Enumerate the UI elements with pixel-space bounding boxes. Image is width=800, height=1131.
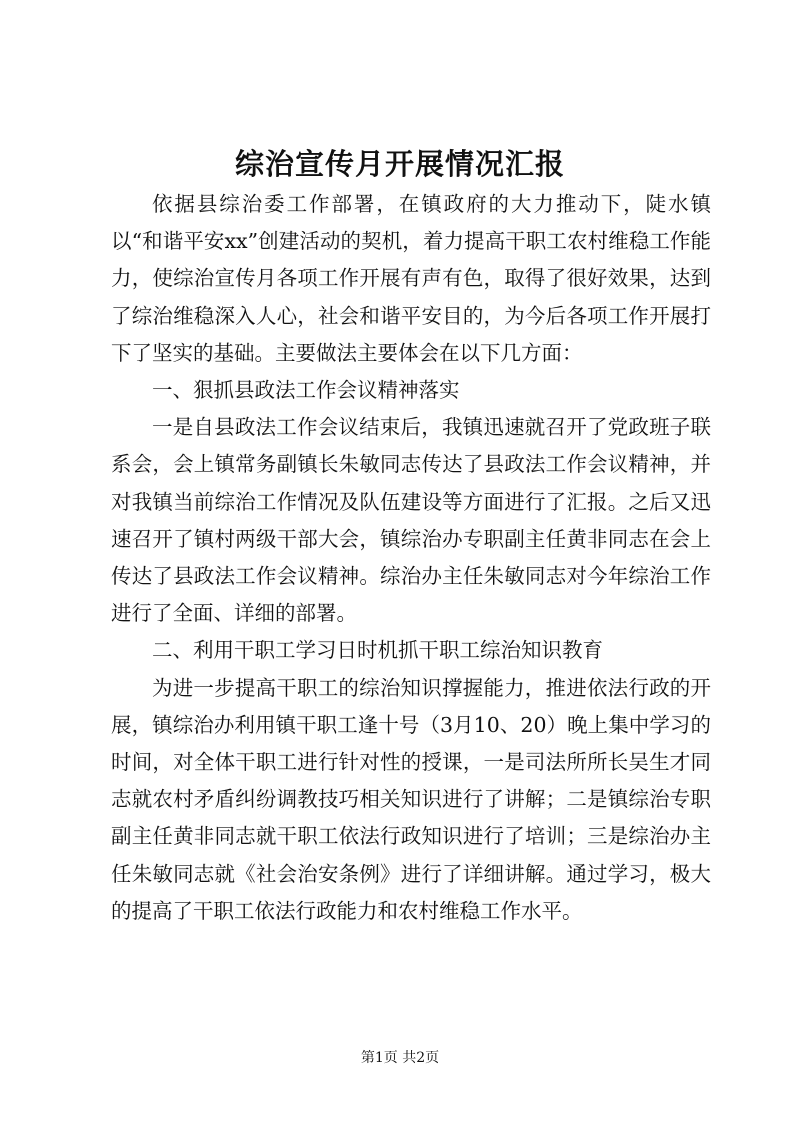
paragraph-intro: 依据县综治委工作部署，在镇政府的大力推动下，陡水镇以“和谐平安xx”创建活动的契机，着力提高干职工农村维稳工作能力，使综治宣传月各项工作开展有声有色，取得了很好效果，达到了综治维稳深入人心，社会和谐平安目的，为今后各项工作开展打下了坚实的基础。主要做法主要体会在以下几方面： — [111, 192, 711, 365]
section-heading-1: 一、狠抓县政法工作会议精神落实 — [152, 378, 460, 403]
section-heading-2: 二、利用干职工学习日时机抓干职工综治知识教育 — [152, 638, 603, 663]
paragraph-section-2: 为进一步提高干职工的综治知识撑握能力，推进依法行政的开展，镇综治办利用镇干职工逢十号（3月10、20）晚上集中学习的时间，对全体干职工进行针对性的授课，一是司法所所长吴生才同志就农村矛盾纠纷调教技巧相关知识进行了讲解；二是镇综治专职副主任黄非同志就干职工依法行政知识进行了培训；三是综治办主任朱敏同志就《社会治安条例》进行了详细讲解。通过学习，极大的提高了干职工依法行政能力和农村维稳工作水平。 — [111, 675, 711, 923]
paragraph-section-1: 一是自县政法工作会议结束后，我镇迅速就召开了党政班子联系会，会上镇常务副镇长朱敏同志传达了县政法工作会议精神，并对我镇当前综治工作情况及队伍建设等方面进行了汇报。之后又迅速召开了镇村两级干部大会，镇综治办专职副主任黄非同志在会上传达了县政法工作会议精神。综治办主任朱敏同志对今年综治工作进行了全面、详细的部署。 — [111, 415, 711, 626]
page-number: 第1页 共2页 — [360, 1050, 440, 1066]
document-body — [111, 186, 711, 930]
document-title: 综治宣传月开展情况汇报 — [234, 147, 565, 181]
